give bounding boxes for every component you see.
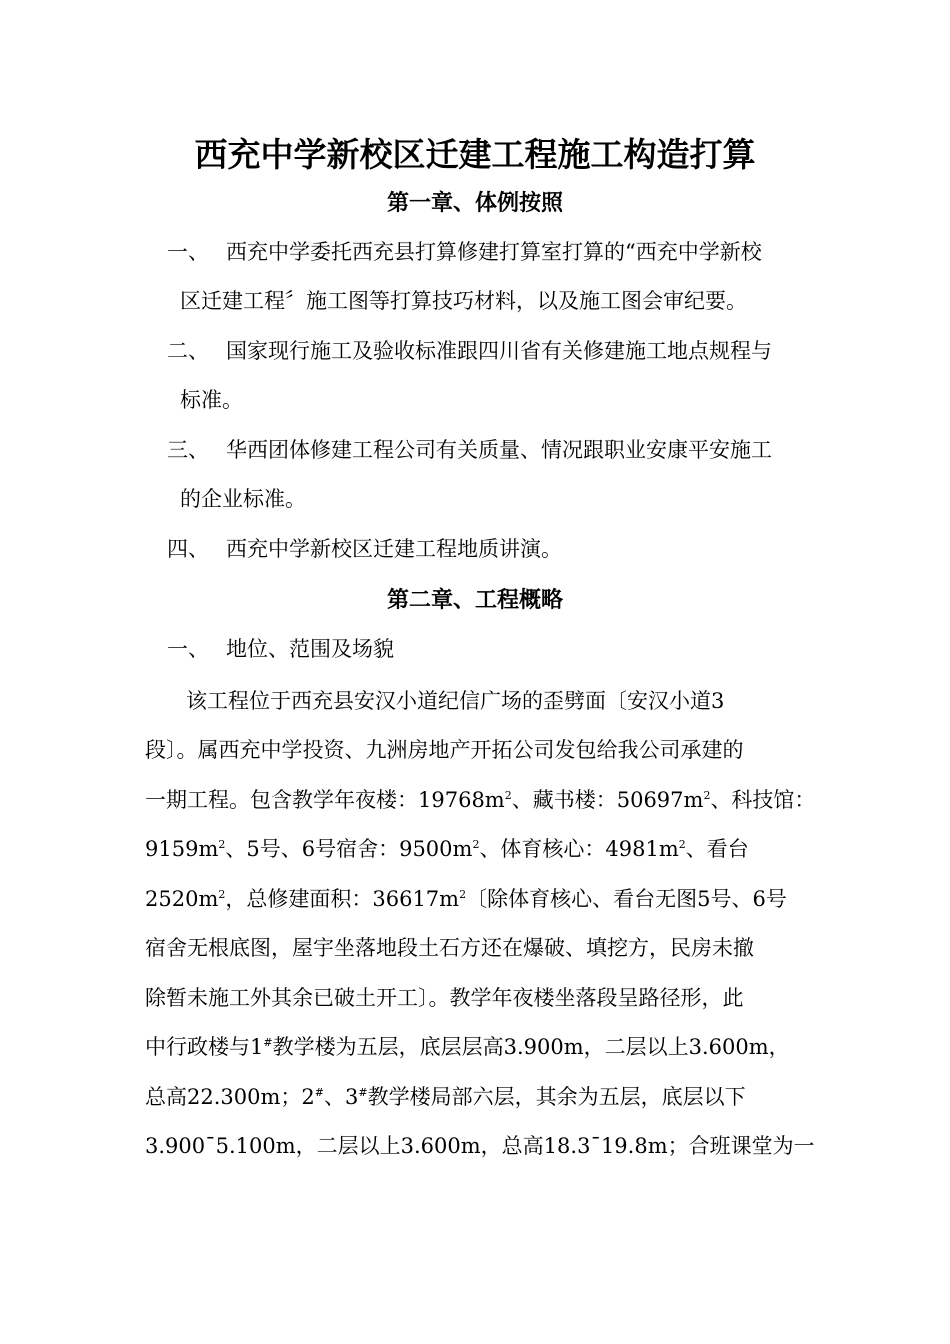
item-text-continued: 区迁建工程〞施工图等打算技巧材料，以及施工图会审纪要。	[180, 289, 747, 313]
item-text: 地位、范围及场貌	[226, 637, 394, 661]
chapter-1-heading: 第一章、体例按照	[386, 190, 563, 216]
item-number: 四、	[167, 537, 209, 561]
paragraph-line: 该工程位于西充县安汉小道纪信广场的歪劈面〔安汉小道3	[186, 689, 725, 713]
paragraph-line: 宿舍无根底图，屋宇坐落地段土石方还在爆破、填挖方，民房未撤	[145, 936, 754, 960]
item-number: 一、	[167, 637, 209, 661]
item-text-continued: 的企业标准。	[180, 487, 306, 511]
paragraph-line: 3.900ˉ5.100m，二层以上3.600m，总高18.3ˉ19.8m；合班课堂为一	[145, 1134, 815, 1158]
paragraph-line: 总高22.300m；2#、3#教学楼局部六层，其余为五层，底层以下	[145, 1085, 746, 1109]
item-text: 西充中学委托西充县打算修建打算室打算的“西充中学新校	[226, 240, 762, 264]
item-number: 一、	[167, 240, 209, 264]
item-text: 华西团体修建工程公司有关质量、情况跟职业安康平安施工	[226, 438, 772, 462]
paragraph-line: 段〕。属西充中学投资、九洲房地产开拓公司发包给我公司承建的	[145, 738, 744, 762]
item-number: 二、	[167, 339, 209, 363]
item-text-continued: 标准。	[180, 388, 243, 412]
chapter-2-heading: 第二章、工程概略	[386, 587, 563, 613]
item-text: 西充中学新校区迁建工程地质讲演。	[226, 537, 562, 561]
paragraph-line: 中行政楼与1#教学楼为五层，底层层高3.900m，二层以上3.600m，	[145, 1035, 790, 1059]
item-number: 三、	[167, 438, 209, 462]
item-text: 国家现行施工及验收标准跟四川省有关修建施工地点规程与	[226, 339, 772, 363]
paragraph-line: $2520m^2$，总修建面积：$36617m^2$〔除体育核心、看台无图5号、6号	[145, 887, 787, 911]
paragraph-line: 除暂未施工外其余已破土开工〕。教学年夜楼坐落段呈路径形，此	[145, 986, 744, 1010]
paragraph-line: 一期工程。包含教学年夜楼：$19768m^2$、藏书楼：$50697m^2$、科技馆：	[145, 788, 816, 812]
paragraph-line: $9159m^2$、5号、6号宿舍：$9500m^2$、体育核心：$4981m^2$、看台	[145, 837, 749, 861]
document-title: 西充中学新校区迁建工程施工构造打算	[194, 135, 756, 174]
